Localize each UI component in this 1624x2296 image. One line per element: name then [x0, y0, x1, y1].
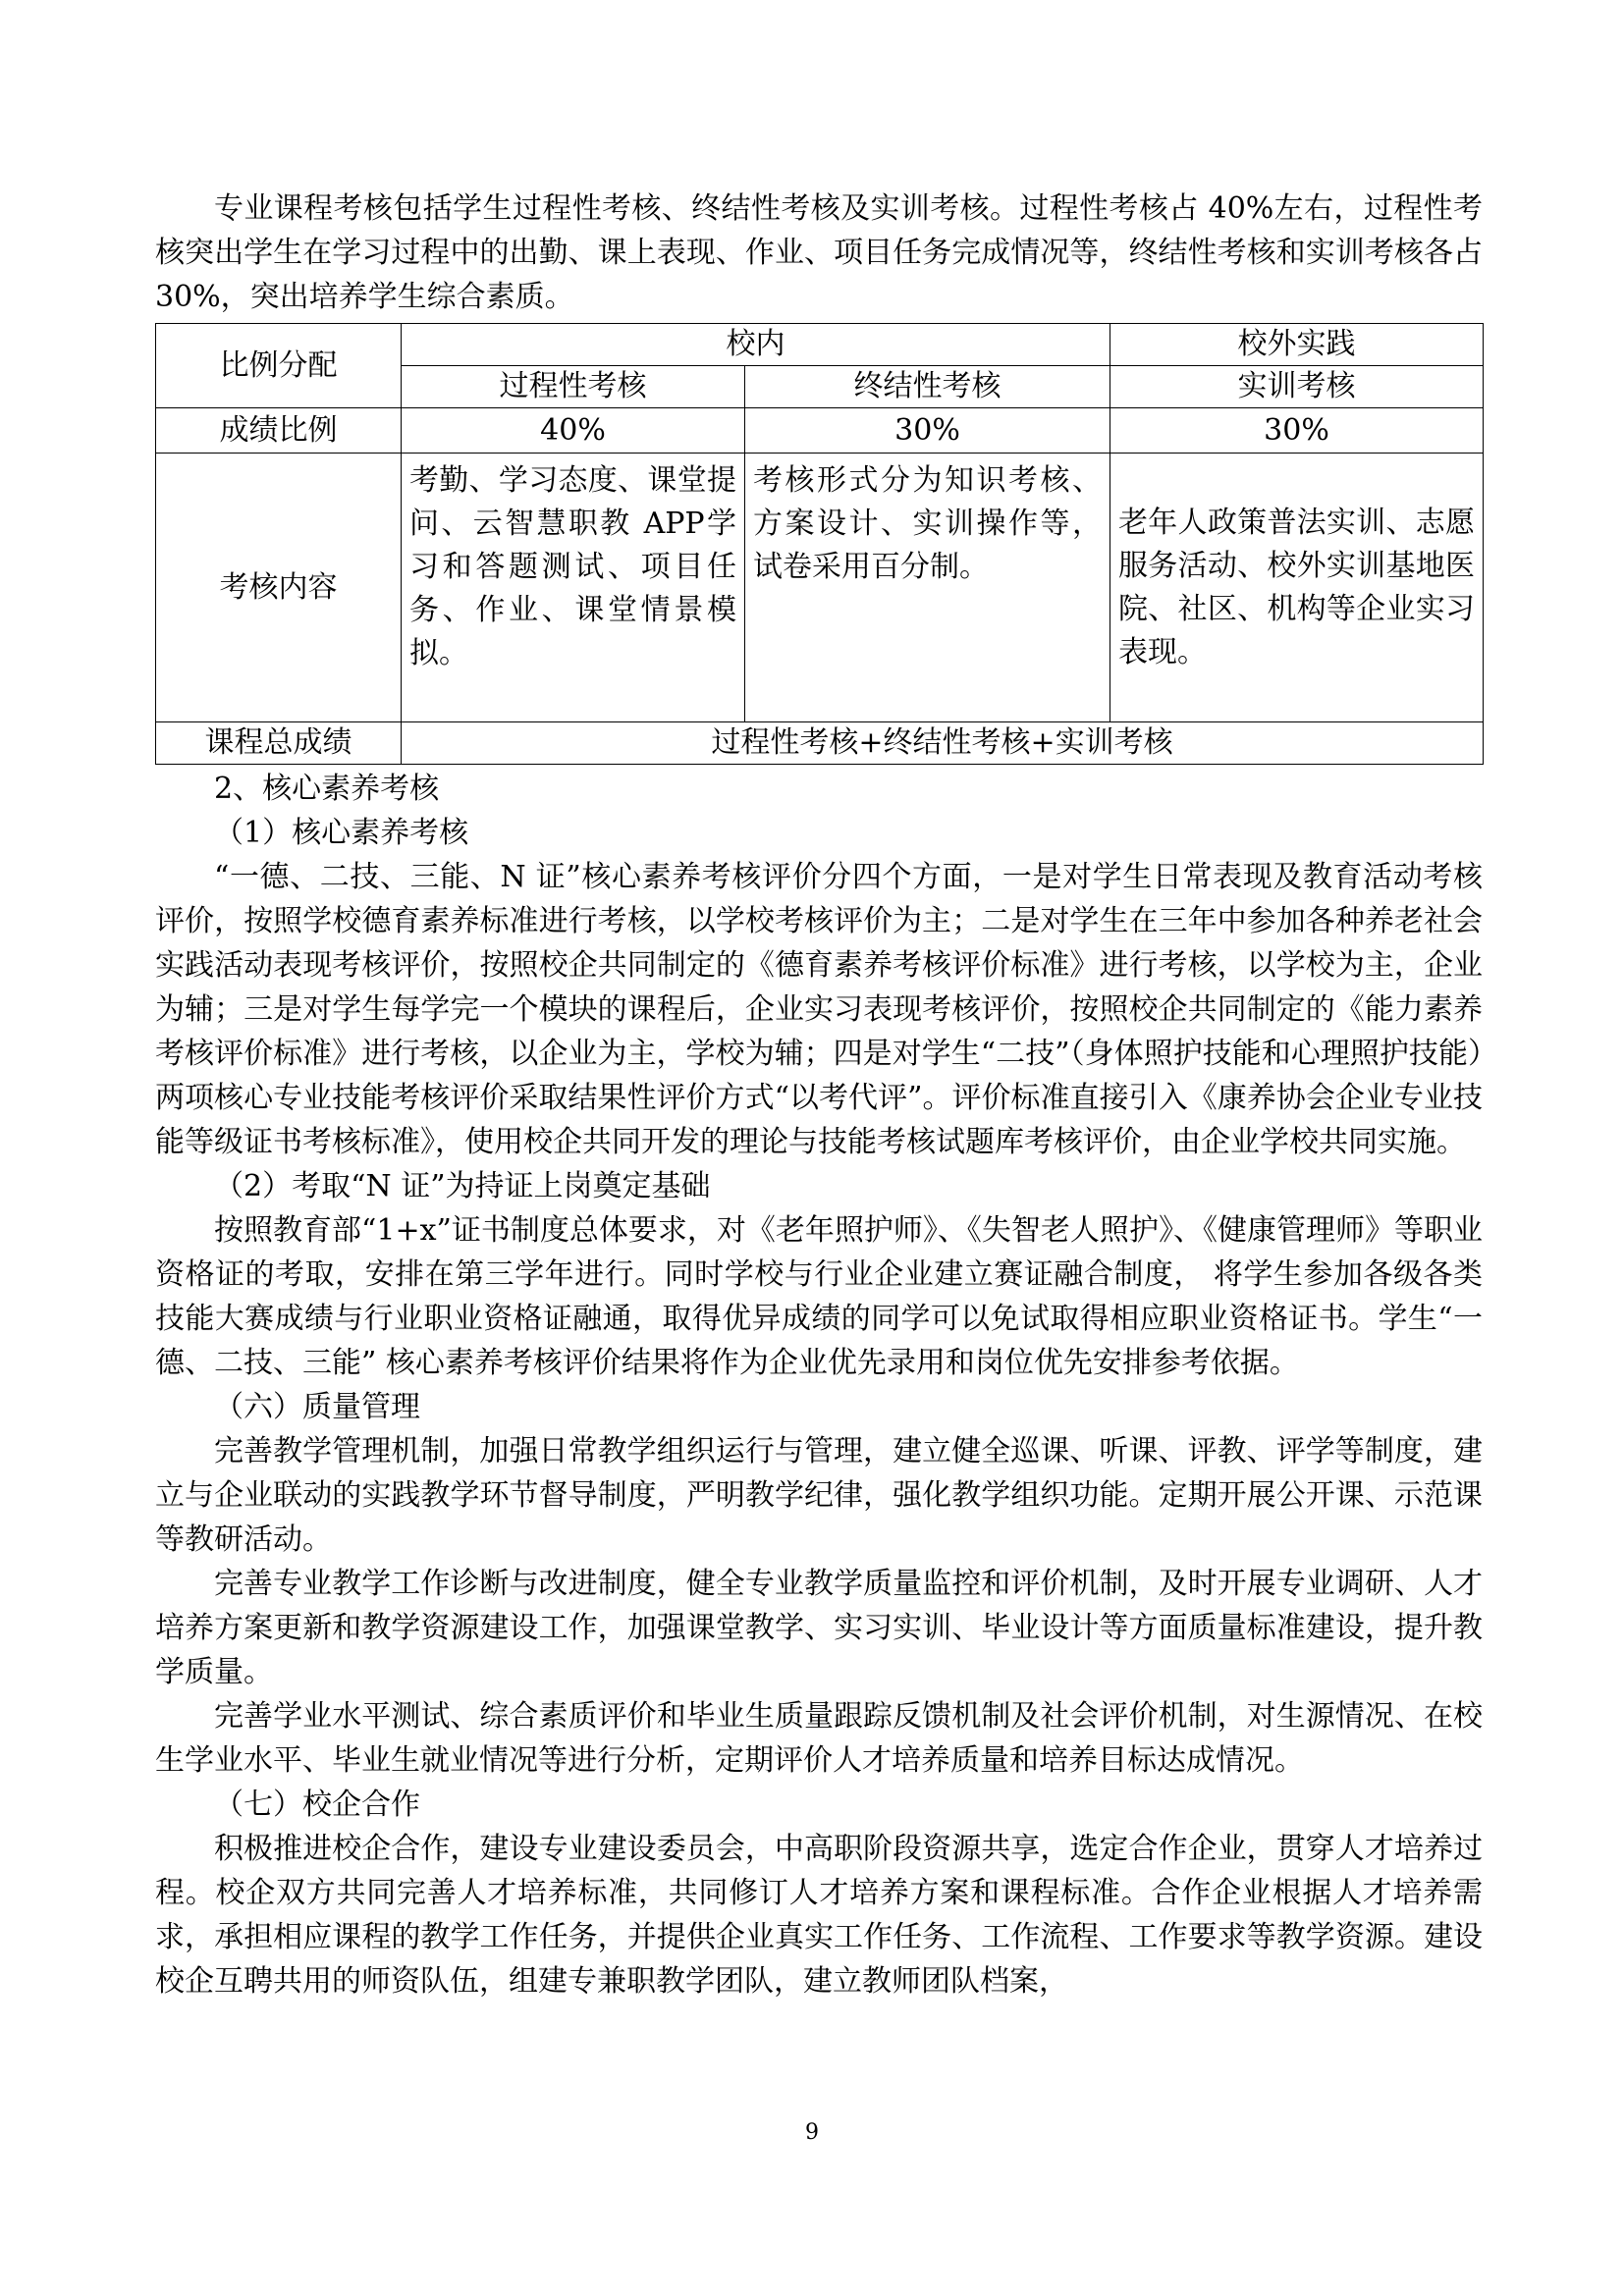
coop-title: （七）校企合作 [214, 1788, 420, 1822]
content-training: 老年人政策普法实训、志愿服务活动、校外实训基地医院、社区、机构等企业实习表现。 [1110, 454, 1484, 722]
core-title: 2、核心素养考核 [214, 772, 440, 806]
core-subtitle-1: （1）核心素养考核 [214, 816, 469, 850]
training-assessment-header: 实训考核 [1110, 366, 1484, 408]
content-process: 考勤、学习态度、课堂提问、云智慧职教 APP学习和答题测试、项目任务、作业、课堂情景模拟。 [402, 454, 745, 722]
score-process: 40% [402, 408, 745, 454]
core-paragraph-1: “一德、二技、三能、N 证”核心素养考核评价分四个方面，一是对学生日常表现及教育活动考核评价，按照学校德育素养标准进行考核，以学校考核评价为主；二是对学生在三年中参加各种养老社会实践活动表现考核评价，按照校企共同制定的《德育素养考核评价标准》进行考核，以学校为主，企业为辅；三是对学生每学完一个模块的课程后，企业实习表现考核评价，按照校企共同制定的《能力素养考核评价标准》进行考核，以企业为主，学校为辅；四是对学生“二技”（身体照护技能和心理照护技能）两项核心专业技能考核评价采取结果性评价方式“以考代评”。评价标准直接引入《康养协会企业专业技能等级证书考核标准》，使用校企共同开发的理论与技能考核试题库考核评价，由企业学校共同实施。 [155, 860, 1483, 1159]
total-score-label: 课程总成绩 [156, 722, 402, 765]
score-training: 30% [1110, 408, 1484, 454]
quality-paragraph-1: 完善教学管理机制，加强日常教学组织运行与管理，建立健全巡课、听课、评教、评学等制度，建立与企业联动的实践教学环节督导制度，严明教学纪律，强化教学组织功能。定期开展公开课、示范课等教研活动。 [155, 1434, 1483, 1557]
score-final: 30% [745, 408, 1110, 454]
quality-title: （六）质量管理 [214, 1390, 420, 1424]
core-paragraph-2: 按照教育部“1+x”证书制度总体要求，对《老年照护师》、《失智老人照护》、《健康管理师》等职业资格证的考取，安排在第三学年进行。同时学校与行业企业建立赛证融合制度， 将学生参加各级各类技能大赛成绩与行业职业资格证融通，取得优异成绩的同学可以免试取得相应职业资格证书。学生“一德、二技、三能” 核心素养考核评价结果将作为企业优先录用和岗位优先安排参考依据。 [155, 1213, 1483, 1380]
final-assessment-header: 终结性考核 [745, 366, 1110, 408]
coop-paragraph-1: 积极推进校企合作，建设专业建设委员会，中高职阶段资源共享，选定合作企业，贯穿人才培养过程。校企双方共同完善人才培养标准，共同修订人才培养方案和课程标准。合作企业根据人才培养需求，承担相应课程的教学工作任务，并提供企业真实工作任务、工作流程、工作要求等教学资源。建设校企互聘共用的师资队伍，组建专兼职教学团队，建立教师团队档案， [155, 1832, 1483, 1999]
document-page [155, 187, 1483, 2003]
core-subtitle-2: （2）考取“N 证”为持证上岗奠定基础 [214, 1169, 711, 1203]
process-assessment-header: 过程性考核 [402, 366, 745, 408]
total-score-formula: 过程性考核+终结性考核+实训考核 [402, 722, 1484, 765]
intro-paragraph: 专业课程考核包括学生过程性考核、终结性考核及实训考核。过程性考核占 40%左右，过程性考核突出学生在学习过程中的出勤、课上表现、作业、项目任务完成情况等，终结性考核和实训考核各占 30%，突出培养学生综合素质。 [155, 191, 1483, 314]
score-ratio-label: 成绩比例 [156, 408, 402, 454]
school-internal-header: 校内 [402, 324, 1110, 366]
school-external-header: 校外实践 [1110, 324, 1484, 366]
page-number: 9 [805, 2120, 819, 2145]
content-final: 考核形式分为知识考核、方案设计、实训操作等，试卷采用百分制。 [745, 454, 1110, 722]
assessment-table [155, 323, 1484, 765]
content-label: 考核内容 [156, 454, 402, 722]
quality-paragraph-2: 完善专业教学工作诊断与改进制度，健全专业教学质量监控和评价机制，及时开展专业调研、人才培养方案更新和教学资源建设工作，加强课堂教学、实习实训、毕业设计等方面质量标准建设，提升教学质量。 [155, 1567, 1483, 1689]
quality-paragraph-3: 完善学业水平测试、综合素质评价和毕业生质量跟踪反馈机制及社会评价机制，对生源情况、在校生学业水平、毕业生就业情况等进行分析，定期评价人才培养质量和培养目标达成情况。 [155, 1699, 1483, 1778]
ratio-header: 比例分配 [156, 324, 402, 408]
